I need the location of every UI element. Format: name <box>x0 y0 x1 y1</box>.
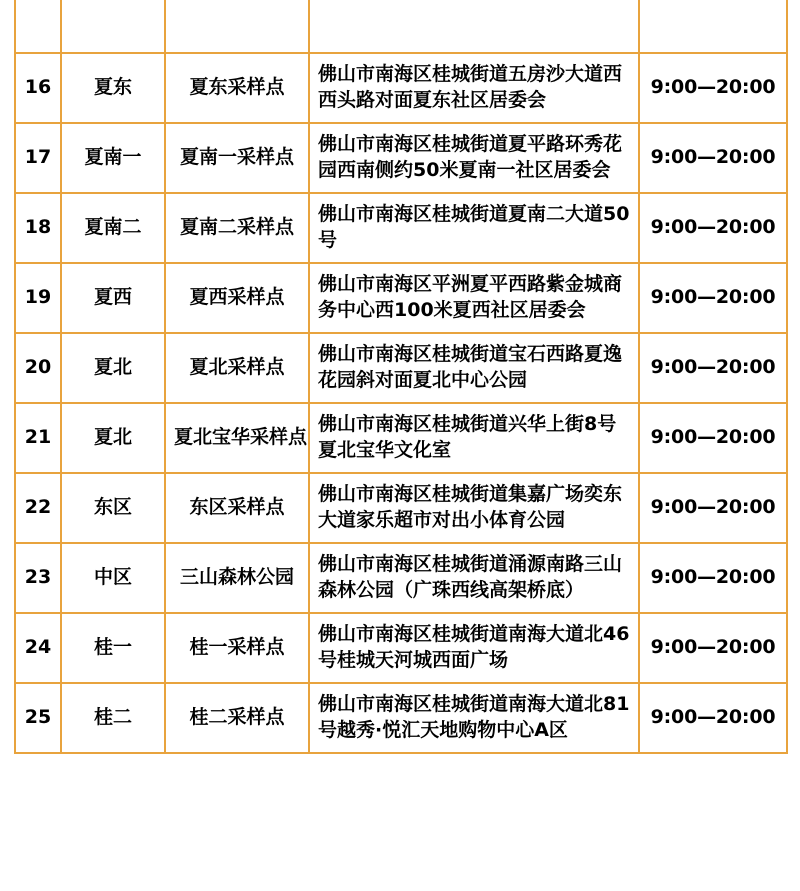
cell-address <box>309 0 639 53</box>
cell-time: 9:00—20:00 <box>639 193 787 263</box>
cell-address: 佛山市南海区桂城街道夏平路环秀花园西南侧约50米夏南一社区居委会 <box>309 123 639 193</box>
table-body <box>15 0 787 753</box>
cell-site: 夏东采样点 <box>165 53 309 123</box>
cell-address: 佛山市南海区桂城街道南海大道北46号桂城天河城西面广场 <box>309 613 639 683</box>
cell-site: 三山森林公园 <box>165 543 309 613</box>
cell-area: 中区 <box>61 543 165 613</box>
cell-time: 9:00—20:00 <box>639 333 787 403</box>
cell-area: 桂二 <box>61 683 165 753</box>
cell-number: 20 <box>15 333 61 403</box>
cell-site: 夏南二采样点 <box>165 193 309 263</box>
table-row-partial-top <box>15 0 787 53</box>
cell-number: 21 <box>15 403 61 473</box>
cell-time <box>639 0 787 53</box>
table-row <box>15 683 787 753</box>
cell-site: 东区采样点 <box>165 473 309 543</box>
cell-address: 佛山市南海区桂城街道宝石西路夏逸花园斜对面夏北中心公园 <box>309 333 639 403</box>
cell-area <box>61 0 165 53</box>
cell-time: 9:00—20:00 <box>639 403 787 473</box>
cell-address: 佛山市南海区桂城街道五房沙大道西西头路对面夏东社区居委会 <box>309 53 639 123</box>
cell-address: 佛山市南海区桂城街道南海大道北81号越秀·悦汇天地购物中心A区 <box>309 683 639 753</box>
cell-number: 18 <box>15 193 61 263</box>
table-row <box>15 263 787 333</box>
cell-number: 25 <box>15 683 61 753</box>
cell-number: 19 <box>15 263 61 333</box>
cell-site: 夏南一采样点 <box>165 123 309 193</box>
cell-time: 9:00—20:00 <box>639 473 787 543</box>
cell-time: 9:00—20:00 <box>639 543 787 613</box>
cell-site: 桂一采样点 <box>165 613 309 683</box>
cell-time: 9:00—20:00 <box>639 123 787 193</box>
table-row <box>15 333 787 403</box>
cell-area: 夏南一 <box>61 123 165 193</box>
cell-site: 夏北宝华采样点 <box>165 403 309 473</box>
table-row <box>15 613 787 683</box>
cell-address: 佛山市南海区桂城街道兴华上街8号夏北宝华文化室 <box>309 403 639 473</box>
cell-number: 23 <box>15 543 61 613</box>
sampling-site-table <box>14 0 788 754</box>
cell-number: 16 <box>15 53 61 123</box>
table-row <box>15 543 787 613</box>
cell-site: 夏西采样点 <box>165 263 309 333</box>
table-row <box>15 403 787 473</box>
cell-area: 夏南二 <box>61 193 165 263</box>
cell-area: 夏东 <box>61 53 165 123</box>
cell-time: 9:00—20:00 <box>639 613 787 683</box>
cell-area: 桂一 <box>61 613 165 683</box>
cell-address: 佛山市南海区桂城街道涌源南路三山森林公园（广珠西线高架桥底） <box>309 543 639 613</box>
cell-site: 夏北采样点 <box>165 333 309 403</box>
table-row <box>15 123 787 193</box>
cell-site: 桂二采样点 <box>165 683 309 753</box>
cell-area: 夏北 <box>61 403 165 473</box>
cell-time: 9:00—20:00 <box>639 683 787 753</box>
cell-number: 22 <box>15 473 61 543</box>
cell-address: 佛山市南海区平洲夏平西路紫金城商务中心西100米夏西社区居委会 <box>309 263 639 333</box>
table-row <box>15 53 787 123</box>
cell-time: 9:00—20:00 <box>639 53 787 123</box>
cell-area: 东区 <box>61 473 165 543</box>
table-row <box>15 193 787 263</box>
cell-number <box>15 0 61 53</box>
cell-number: 24 <box>15 613 61 683</box>
cell-number: 17 <box>15 123 61 193</box>
table-row <box>15 473 787 543</box>
cell-time: 9:00—20:00 <box>639 263 787 333</box>
cell-area: 夏西 <box>61 263 165 333</box>
cell-site <box>165 0 309 53</box>
cell-address: 佛山市南海区桂城街道集嘉广场奕东大道家乐超市对出小体育公园 <box>309 473 639 543</box>
cell-address: 佛山市南海区桂城街道夏南二大道50号 <box>309 193 639 263</box>
cell-area: 夏北 <box>61 333 165 403</box>
